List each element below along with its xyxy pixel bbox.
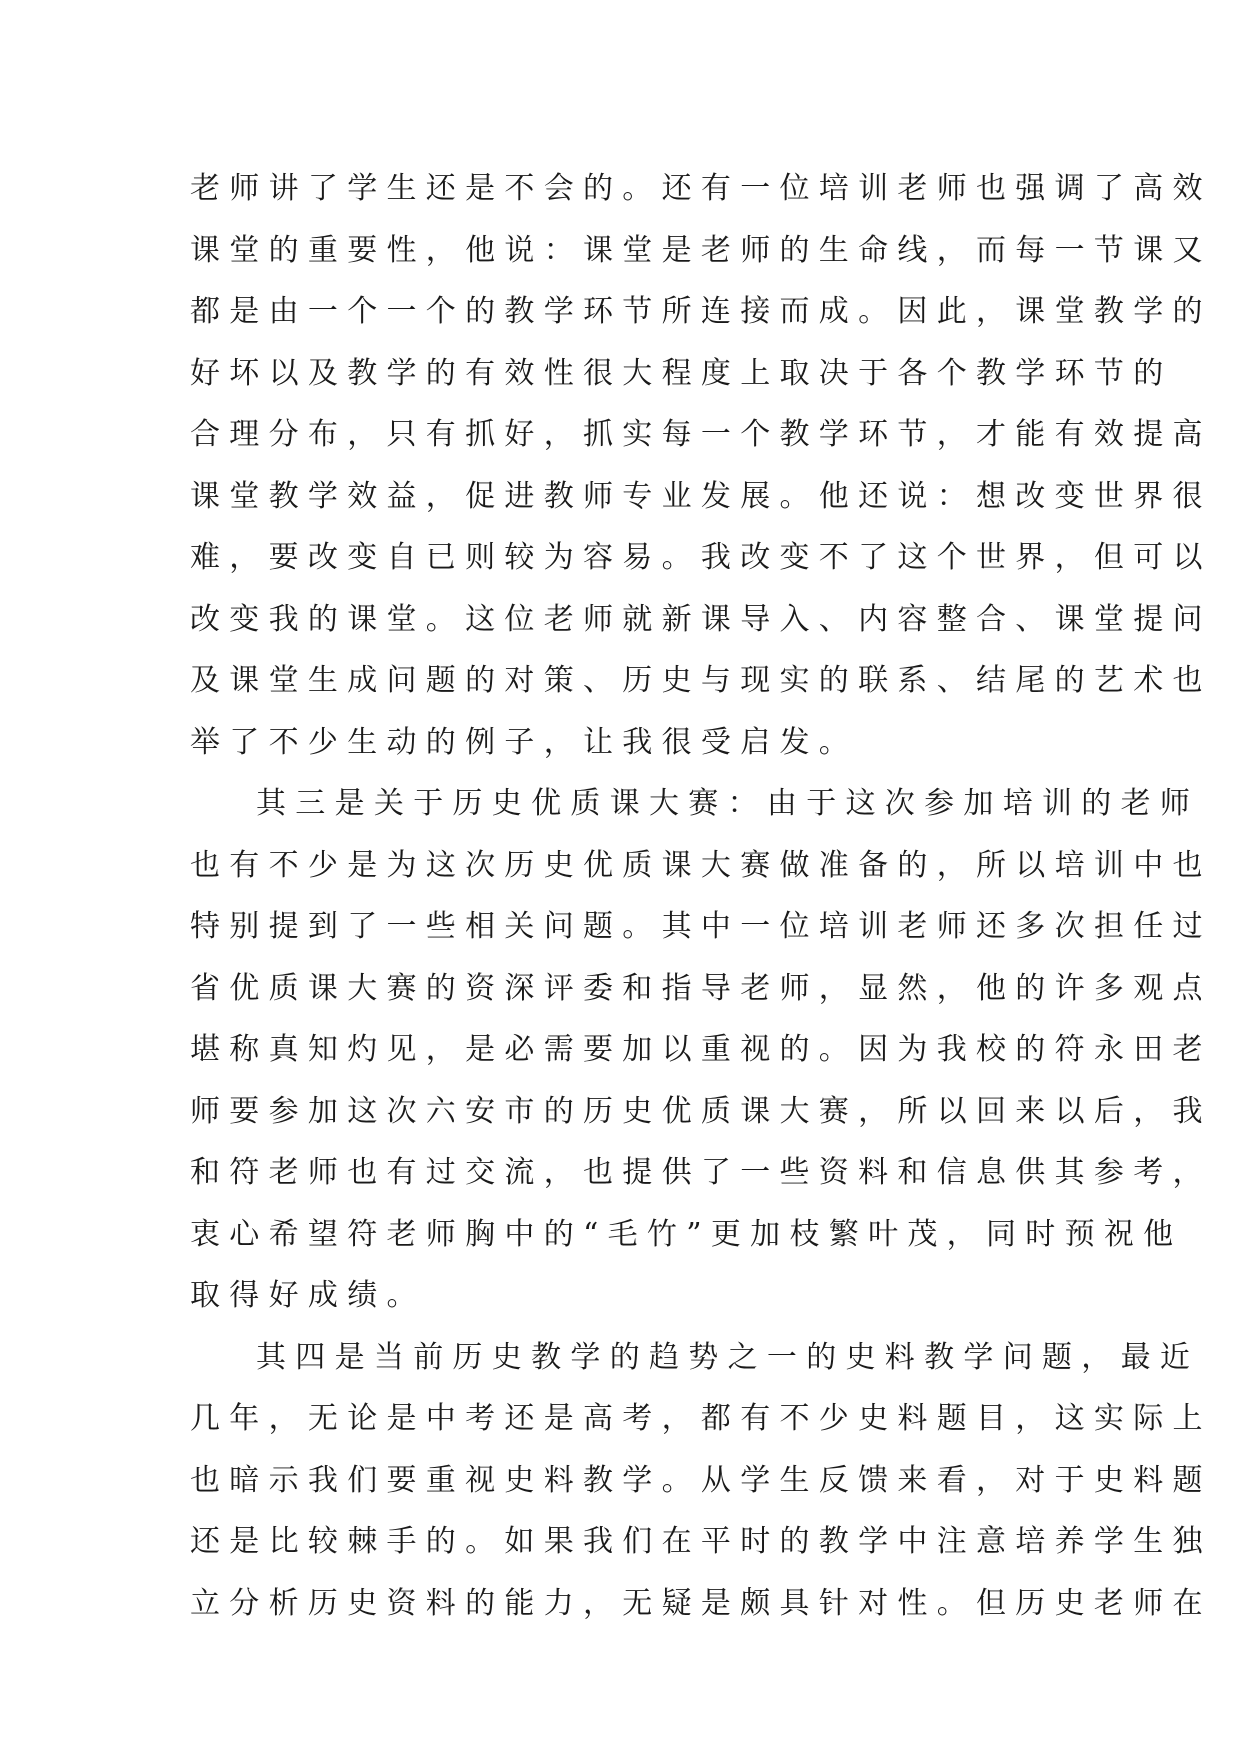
text-line: 也暗示我们要重视史料教学。从学生反馈来看，对于史料题 bbox=[190, 1462, 1212, 1498]
text-line: 课堂的重要性，他说：课堂是老师的生命线，而每一节课又 bbox=[190, 232, 1212, 268]
text-line: 也有不少是为这次历史优质课大赛做准备的，所以培训中也 bbox=[190, 847, 1212, 883]
text-line: 特别提到了一些相关问题。其中一位培训老师还多次担任过 bbox=[190, 909, 1212, 944]
text-line: 省优质课大赛的资深评委和指导老师，显然，他的许多观点 bbox=[190, 970, 1212, 1006]
text-line: 课堂教学效益，促进教师专业发展。他还说：想改变世界很 bbox=[190, 478, 1212, 514]
paragraph-first-line: 其三是关于历史优质课大赛：由于这次参加培训的老师 bbox=[256, 786, 1200, 821]
body-text bbox=[190, 158, 1212, 1634]
text-line: 取得好成绩。 bbox=[190, 1278, 426, 1313]
text-line: 堪称真知灼见，是必需要加以重视的。因为我校的符永田老 bbox=[190, 1032, 1212, 1067]
text-line: 和符老师也有过交流，也提供了一些资料和信息供其参考， bbox=[190, 1155, 1212, 1190]
text-line: 衷心希望符老师胸中的“毛竹”更加枝繁叶茂，同时预祝他 bbox=[190, 1216, 1183, 1252]
text-line: 及课堂生成问题的对策、历史与现实的联系、结尾的艺术也 bbox=[190, 663, 1212, 698]
text-line: 难，要改变自已则较为容易。我改变不了这个世界，但可以 bbox=[190, 540, 1212, 575]
text-line: 几年，无论是中考还是高考，都有不少史料题目，这实际上 bbox=[190, 1401, 1212, 1436]
text-line: 好坏以及教学的有效性很大程度上取决于各个教学环节的 bbox=[190, 355, 1173, 391]
paragraph-first-line: 其四是当前历史教学的趋势之一的史料教学问题，最近 bbox=[256, 1339, 1200, 1375]
text-line: 改变我的课堂。这位老师就新课导入、内容整合、课堂提问 bbox=[190, 601, 1212, 637]
text-line: 立分析历史资料的能力，无疑是颇具针对性。但历史老师在 bbox=[190, 1585, 1212, 1621]
text-line: 都是由一个一个的教学环节所连接而成。因此，课堂教学的 bbox=[190, 294, 1212, 329]
text-line: 还是比较棘手的。如果我们在平时的教学中注意培养学生独 bbox=[190, 1524, 1212, 1559]
text-line: 师要参加这次六安市的历史优质课大赛，所以回来以后，我 bbox=[190, 1093, 1212, 1129]
text-line: 老师讲了学生还是不会的。还有一位培训老师也强调了高效 bbox=[190, 171, 1212, 206]
text-line: 合理分布，只有抓好，抓实每一个教学环节，才能有效提高 bbox=[190, 417, 1212, 452]
text-line: 举了不少生动的例子，让我很受启发。 bbox=[190, 724, 859, 760]
